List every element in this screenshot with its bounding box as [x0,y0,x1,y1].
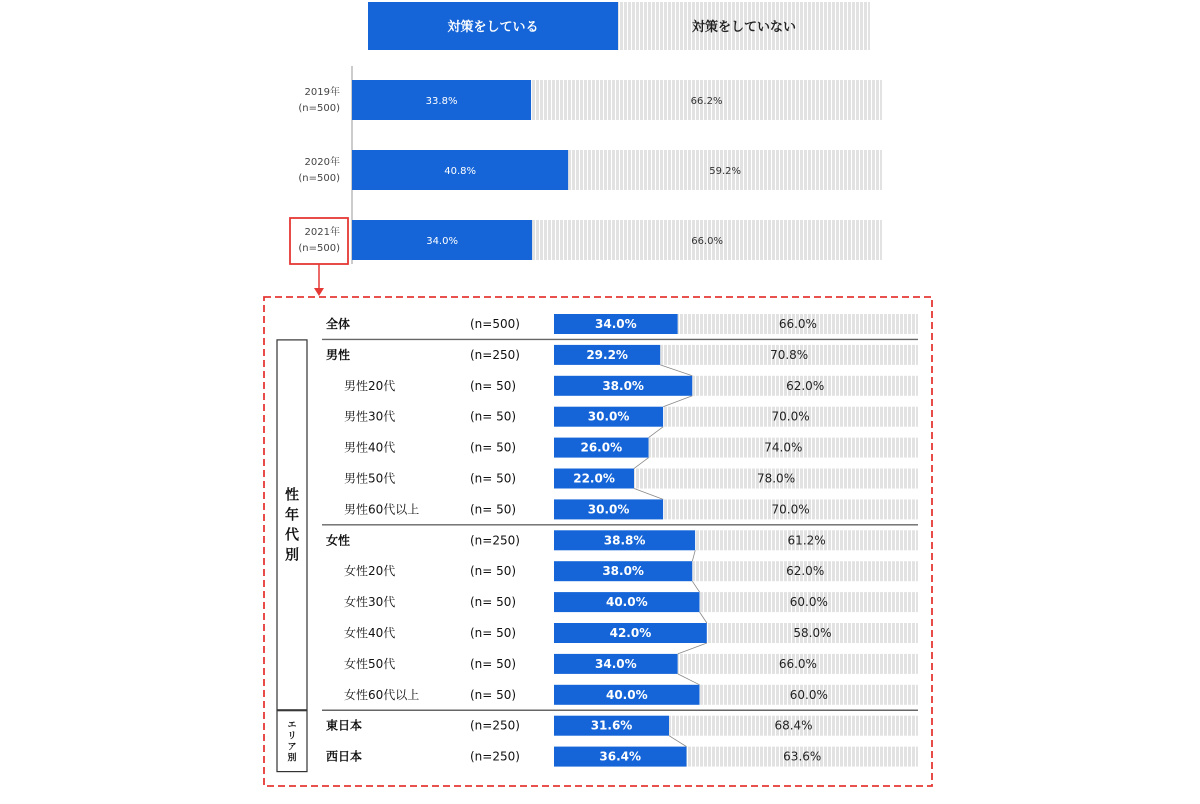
data-label: 66.0% [778,317,817,331]
svg-text:エ: エ [287,720,297,731]
data-label: 70.8% [770,347,809,362]
svg-text:リ: リ [287,731,297,742]
row-label: 女性20代 [344,564,396,579]
row-n-label: (n= 50) [470,409,517,424]
row-label: 男性30代 [344,409,396,424]
data-label: 40.0% [605,687,648,702]
row-label: 男性 [326,347,351,362]
data-label: 29.2% [586,347,628,362]
data-label: 74.0% [764,440,803,455]
connector-line [634,458,649,469]
row-n-label: (n=500) [470,317,520,331]
category-label: (n=500) [298,243,340,254]
connector-line [663,396,692,407]
data-label: 78.0% [756,471,796,486]
data-label: 58.0% [793,626,832,640]
row-n-label: (n= 50) [470,564,517,579]
data-label: 42.0% [609,626,652,640]
row-label: 女性40代 [344,626,396,640]
svg-text:ア: ア [287,742,297,753]
data-label: 40.0% [605,595,648,610]
category-label: (n=500) [298,103,340,114]
data-label: 38.0% [602,378,644,393]
connector-line [669,736,686,747]
data-label: 66.2% [690,96,723,107]
data-label: 61.2% [787,533,826,548]
category-label: (n=500) [298,173,340,184]
data-label: 63.6% [783,749,822,764]
data-label: 30.0% [587,409,630,424]
data-label: 22.0% [573,471,615,486]
category-label: 2021年 [304,227,340,238]
connector-line [634,489,663,500]
data-label: 26.0% [580,440,623,455]
data-label: 70.0% [771,409,810,424]
data-label: 62.0% [786,564,825,579]
row-label: 男性20代 [344,378,396,393]
data-label: 38.0% [602,564,644,579]
data-label: 34.0% [595,656,637,671]
data-label: 36.4% [599,749,642,764]
row-n-label: (n= 50) [470,687,517,702]
row-n-label: (n=250) [470,347,520,362]
legend-agree-label: 対策をしている [447,20,539,35]
data-label: 60.0% [789,687,828,702]
data-label: 33.8% [425,96,458,107]
row-n-label: (n= 50) [470,471,517,486]
svg-text:年: 年 [285,507,299,524]
row-n-label: (n=250) [470,718,520,733]
data-label: 31.6% [590,718,633,733]
svg-text:代: 代 [285,527,299,544]
data-label: 40.8% [444,166,477,177]
highlight-arrow-head [314,288,324,296]
data-label: 34.0% [595,317,637,331]
category-label: 2019年 [304,87,340,98]
row-n-label: (n= 50) [470,440,517,455]
connector-line [692,550,695,561]
svg-text:別: 別 [287,753,297,764]
row-n-label: (n= 50) [470,378,517,393]
svg-text:別: 別 [285,547,299,564]
svg-text:性: 性 [285,487,299,504]
row-n-label: (n=250) [470,533,520,548]
row-label: 男性40代 [344,440,396,455]
connector-line [649,427,664,438]
connector-line [692,581,699,592]
row-label: 女性 [326,533,351,548]
data-label: 38.8% [603,533,646,548]
row-label: 女性60代以上 [344,687,420,702]
data-label: 59.2% [709,166,742,177]
category-label: 2020年 [304,157,340,168]
data-label: 66.0% [691,236,723,247]
data-label: 62.0% [786,378,825,393]
highlight-box [290,218,348,264]
connector-line [678,643,707,654]
row-n-label: (n= 50) [470,502,517,517]
row-n-label: (n= 50) [470,595,517,610]
data-label: 30.0% [587,502,630,517]
group-label-text [287,721,296,764]
row-label: 全体 [326,317,351,331]
data-label: 68.4% [774,718,813,733]
data-label: 70.0% [771,502,810,517]
connector-line [678,674,700,685]
row-label: 東日本 [326,718,363,733]
row-n-label: (n= 50) [470,626,517,640]
connector-line [660,365,692,376]
row-n-label: (n=250) [470,749,520,764]
group-label-box [277,340,307,710]
row-label: 男性60代以上 [344,502,420,517]
legend-disagree-label: 対策をしていない [691,20,797,35]
row-label: 西日本 [326,749,363,764]
connector-line [700,612,707,623]
row-label: 女性50代 [344,656,396,671]
data-label: 34.0% [426,236,458,247]
row-label: 男性50代 [344,471,396,486]
row-n-label: (n= 50) [470,656,517,671]
data-label: 60.0% [789,595,828,610]
row-label: 女性30代 [344,595,396,610]
data-label: 66.0% [778,656,817,671]
